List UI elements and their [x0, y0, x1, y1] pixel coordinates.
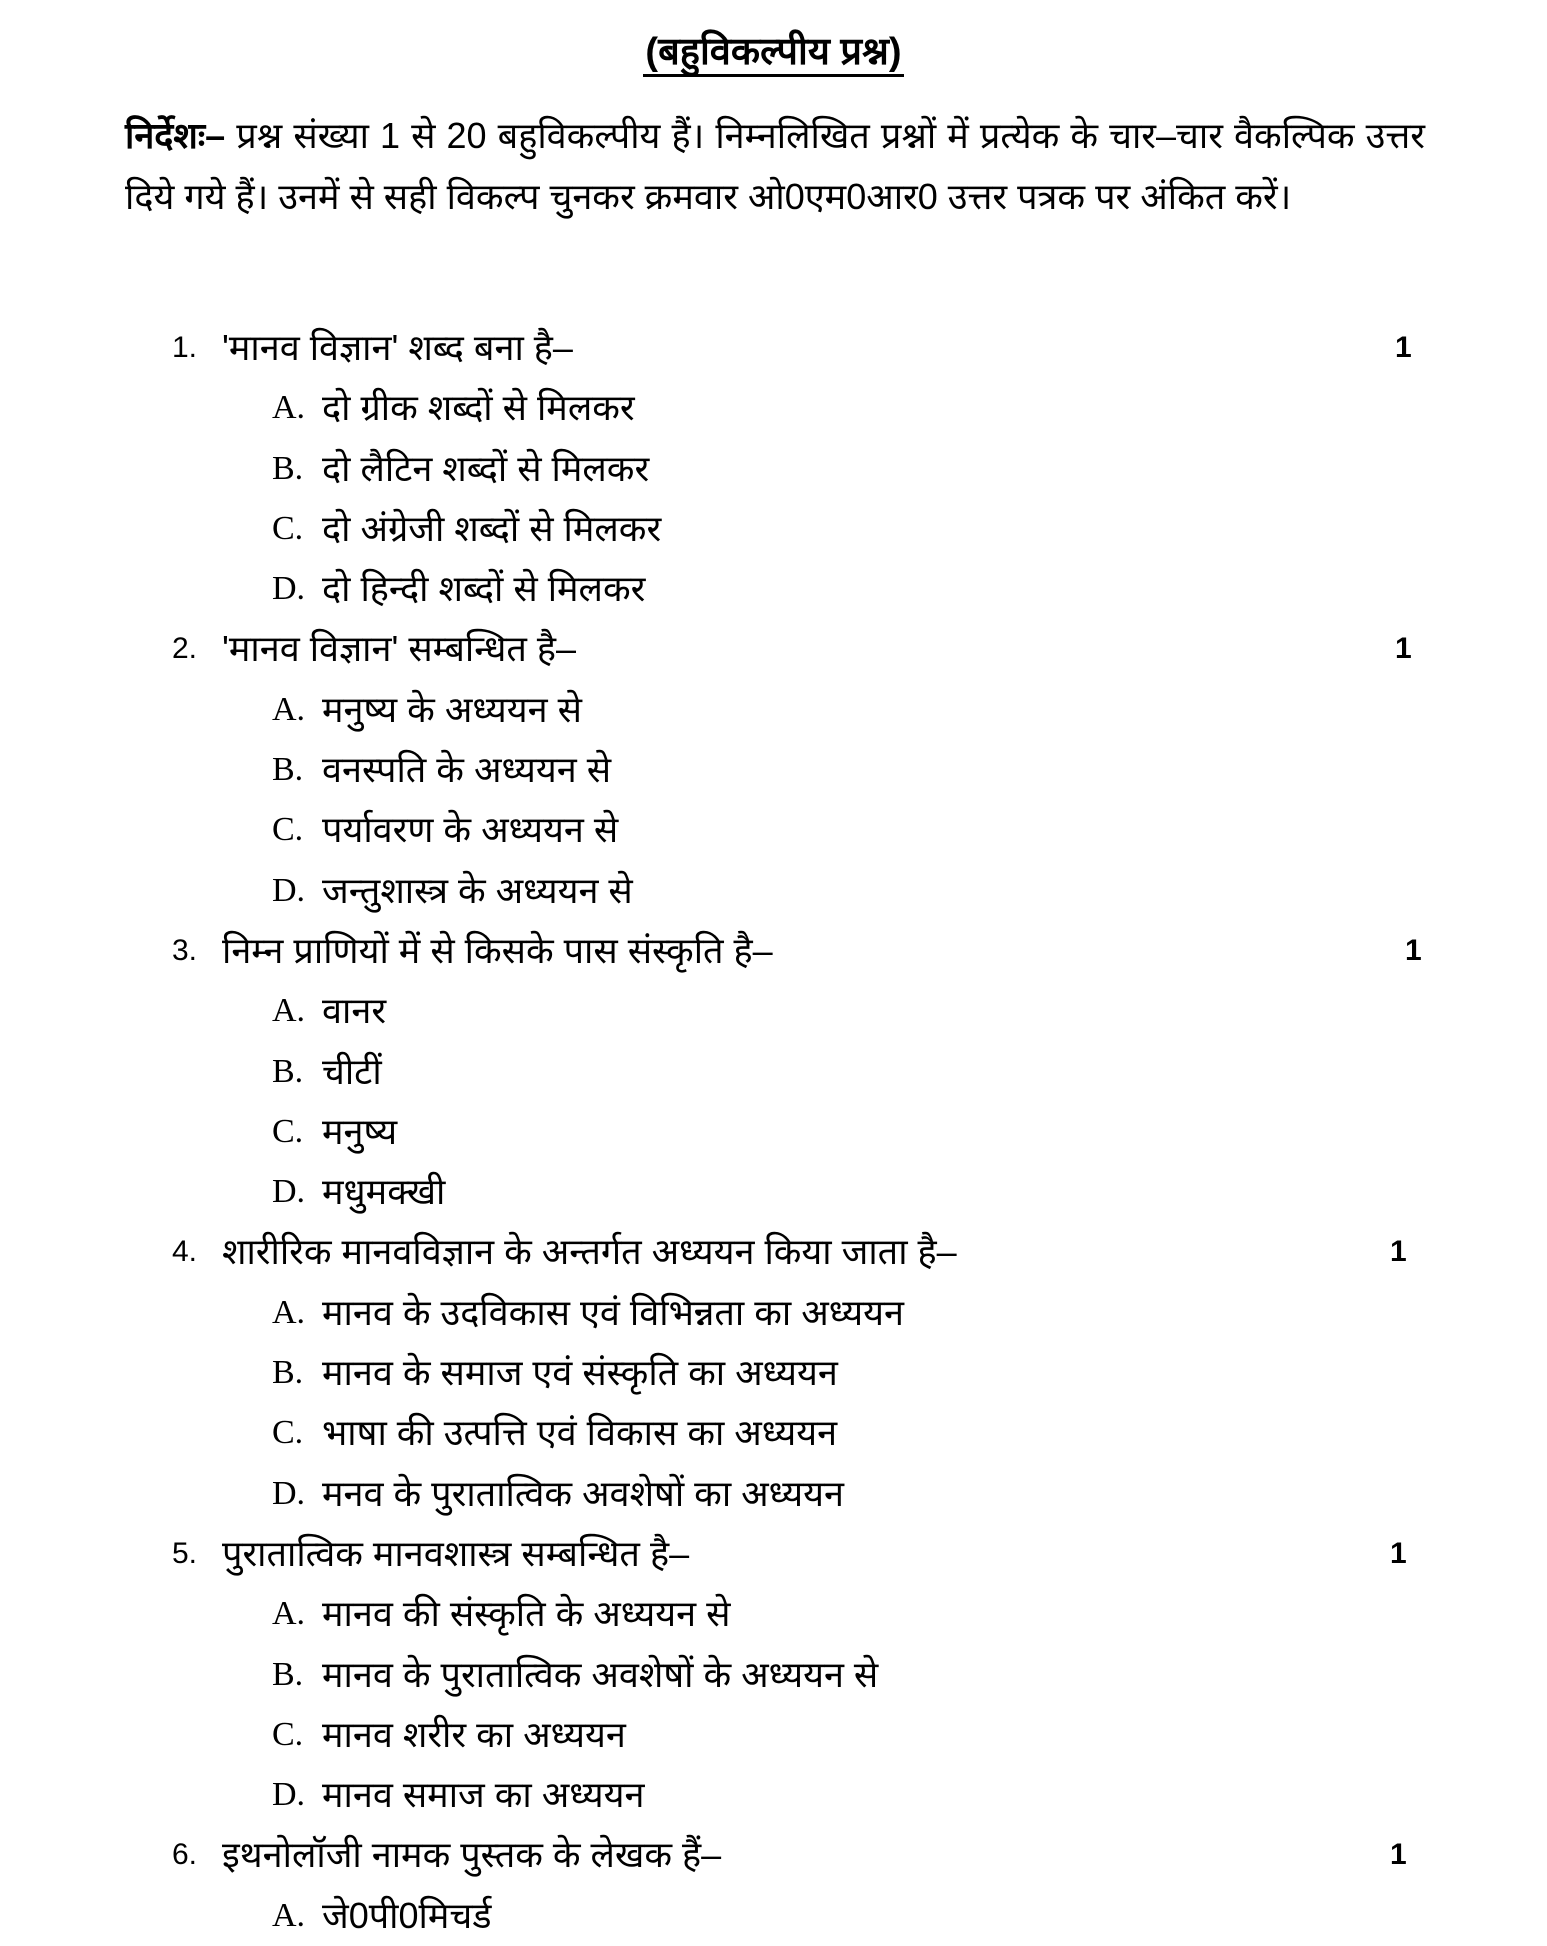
- option-b: [0, 1645, 1547, 1705]
- question-marks: 1: [1390, 1536, 1407, 1570]
- option-text: मनुष्य: [322, 1110, 398, 1152]
- option-c: [0, 499, 1547, 559]
- option-text: दो अंग्रेजी शब्दों से मिलकर: [322, 507, 662, 549]
- question-stem: [0, 921, 1547, 981]
- option-text: मानव शरीर का अध्ययन: [322, 1713, 626, 1755]
- question-stem: [0, 1222, 1547, 1282]
- option-letter: A.: [272, 1293, 306, 1331]
- option-a: [0, 378, 1547, 438]
- option-letter: A.: [272, 1896, 306, 1934]
- question-marks: 1: [1390, 1235, 1407, 1269]
- option-a: [0, 981, 1547, 1041]
- question-6: [0, 1825, 1547, 1946]
- question-marks: 1: [1405, 933, 1422, 967]
- question-5: [0, 1524, 1547, 1825]
- option-d: [0, 1765, 1547, 1825]
- question-stem: [0, 1524, 1547, 1584]
- question-marks: 1: [1395, 632, 1412, 666]
- question-number: 1.: [172, 331, 198, 364]
- question-list: [0, 318, 1547, 1946]
- question-text: शारीरिक मानवविज्ञान के अन्तर्गत अध्ययन किया जाता है–: [222, 1231, 957, 1273]
- option-text: मनव के पुरातात्विक अवशेषों का अध्ययन: [322, 1472, 844, 1514]
- option-a: [0, 1886, 1547, 1946]
- question-number: 5.: [172, 1536, 198, 1570]
- option-letter: C.: [272, 1715, 304, 1753]
- option-letter: C.: [272, 811, 304, 849]
- option-letter: A.: [272, 690, 306, 728]
- section-title: [0, 22, 1547, 82]
- option-c: [0, 1403, 1547, 1463]
- instructions-label: निर्देशः–: [125, 115, 226, 156]
- option-c: [0, 1102, 1547, 1162]
- option-letter: D.: [272, 1776, 306, 1814]
- option-b: [0, 439, 1547, 499]
- question-number: 2.: [172, 632, 198, 666]
- section-title-text: (बहुविकल्पीय प्रश्न): [643, 30, 903, 77]
- question-number: 3.: [172, 933, 198, 967]
- option-letter: D.: [272, 570, 306, 608]
- option-letter: D.: [272, 871, 306, 909]
- option-text: भाषा की उत्पत्ति एवं विकास का अध्ययन: [322, 1412, 838, 1454]
- question-stem: [0, 619, 1547, 679]
- option-a: [0, 680, 1547, 740]
- option-letter: C.: [272, 1414, 304, 1452]
- question-marks: 1: [1390, 1838, 1407, 1872]
- option-text: वनस्पति के अध्ययन से: [322, 749, 612, 791]
- option-a: [0, 1584, 1547, 1644]
- option-letter: C.: [272, 1112, 304, 1150]
- option-text: जन्तुशास्त्र के अध्ययन से: [322, 869, 633, 911]
- instructions: [125, 105, 1425, 227]
- option-letter: B.: [272, 1354, 304, 1392]
- question-text: इथनोलॉजी नामक पुस्तक के लेखक हैं–: [222, 1834, 722, 1876]
- option-b: [0, 1343, 1547, 1403]
- question-4: [0, 1222, 1547, 1523]
- option-letter: C.: [272, 509, 304, 547]
- option-text: मानव के उदविकास एवं विभिन्नता का अध्ययन: [322, 1291, 905, 1333]
- option-letter: A.: [272, 389, 306, 427]
- option-text: दो हिन्दी शब्दों से मिलकर: [322, 568, 646, 610]
- option-d: [0, 861, 1547, 921]
- option-d: [0, 1162, 1547, 1222]
- question-marks: 1: [1395, 331, 1412, 364]
- option-b: [0, 740, 1547, 800]
- question-number: 4.: [172, 1235, 198, 1269]
- question-1: [0, 318, 1547, 619]
- question-number: 6.: [172, 1838, 198, 1872]
- question-stem: [0, 318, 1547, 378]
- option-text: मधुमक्खी: [322, 1171, 446, 1213]
- option-letter: B.: [272, 751, 304, 789]
- option-text: मानव की संस्कृति के अध्ययन से: [322, 1593, 731, 1635]
- option-text: मानव के समाज एवं संस्कृति का अध्ययन: [322, 1352, 838, 1394]
- option-letter: A.: [272, 1595, 306, 1633]
- option-letter: D.: [272, 1474, 306, 1512]
- option-d: [0, 559, 1547, 619]
- question-text: पुरातात्विक मानवशास्त्र सम्बन्धित है–: [222, 1532, 690, 1574]
- option-b: [0, 1042, 1547, 1102]
- option-text: दो लैटिन शब्दों से मिलकर: [322, 447, 650, 489]
- option-text: वानर: [322, 990, 387, 1032]
- option-text: मानव समाज का अध्ययन: [322, 1774, 645, 1816]
- option-letter: D.: [272, 1173, 306, 1211]
- option-a: [0, 1283, 1547, 1343]
- option-d: [0, 1464, 1547, 1524]
- option-text: मनुष्य के अध्ययन से: [322, 688, 582, 730]
- option-letter: B.: [272, 449, 304, 487]
- option-text: दो ग्रीक शब्दों से मिलकर: [322, 387, 635, 429]
- option-c: [0, 800, 1547, 860]
- option-text: जे0पी0मिचर्ड: [322, 1894, 492, 1936]
- question-text: निम्न प्राणियों में से किसके पास संस्कृति है–: [222, 929, 773, 971]
- option-letter: B.: [272, 1052, 304, 1090]
- question-text: 'मानव विज्ञान' शब्द बना है–: [222, 327, 573, 368]
- option-text: मानव के पुरातात्विक अवशेषों के अध्ययन से: [322, 1653, 879, 1695]
- question-text: 'मानव विज्ञान' सम्बन्धित है–: [222, 628, 577, 670]
- option-c: [0, 1705, 1547, 1765]
- option-text: पर्यावरण के अध्ययन से: [322, 809, 619, 851]
- question-stem: [0, 1825, 1547, 1885]
- option-text: चीटीं: [322, 1050, 382, 1092]
- question-2: [0, 619, 1547, 920]
- option-letter: B.: [272, 1655, 304, 1693]
- instructions-text: प्रश्न संख्या 1 से 20 बहुविकल्पीय हैं। निम्नलिखित प्रश्नों में प्रत्येक के चार–चार वैकल्पिक उत्तर दिये गये हैं। उनमें से सही विकल्प चुनकर क्रमवार ओ0एम0आर0 उत्तर पत्रक पर अंकित करें।: [125, 115, 1425, 217]
- question-3: [0, 921, 1547, 1222]
- option-letter: A.: [272, 992, 306, 1030]
